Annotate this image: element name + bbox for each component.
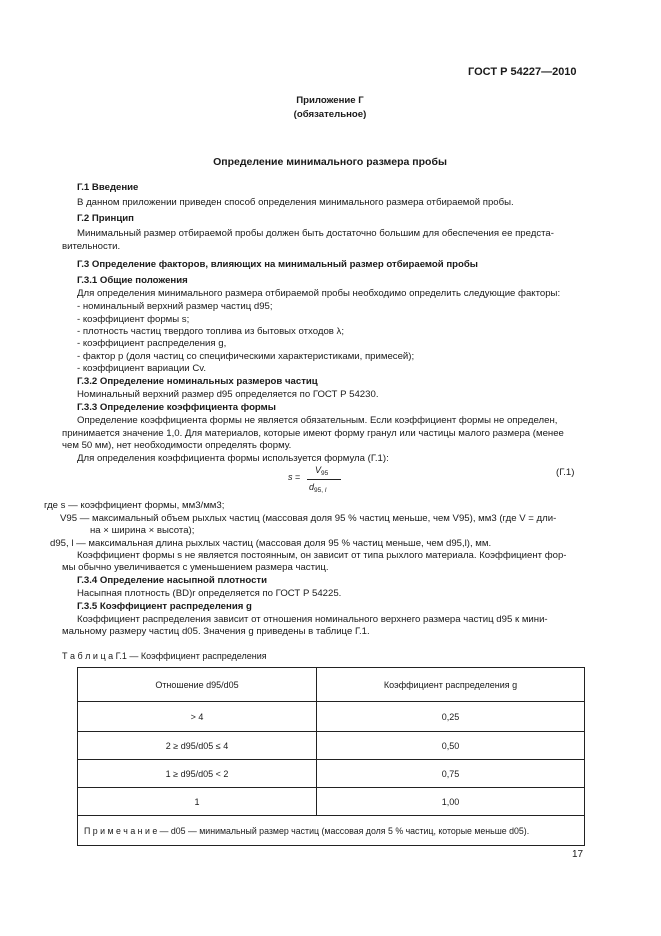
g32-heading: Г.3.2 Определение номинальных размеров частиц (77, 376, 318, 387)
g2-heading: Г.2 Принцип (77, 213, 134, 224)
ratio-cell: > 4 (78, 702, 317, 732)
where-v-line2: на × ширина × высота); (90, 525, 195, 536)
list-item: - плотность частиц твердого топлива из бытовых отходов λ; (77, 326, 345, 337)
g3-heading: Г.3 Определение факторов, влияющих на минимальный размер отбираемой пробы (77, 259, 478, 270)
list-item: - коэффициент вариации Cv. (77, 363, 206, 374)
g2-text-1: Минимальный размер отбираемой пробы должен быть достаточно большим для обеспечения ее предста- (77, 228, 554, 239)
list-item: - номинальный верхний размер частиц d95; (77, 301, 273, 312)
g34-text: Насыпная плотность (BD)r определяется по ГОСТ Р 54225. (77, 588, 342, 599)
where-s: где s — коэффициент формы, мм3/мм3; (44, 500, 225, 511)
g1-heading: Г.1 Введение (77, 182, 139, 193)
doc-id: ГОСТ Р 54227—2010 (468, 66, 577, 78)
distribution-table (77, 667, 585, 846)
g33-p3-line1: Коэффициент формы s не является постоянным, он зависит от типа рыхлого материала. Коэффициент фор- (77, 550, 567, 561)
g35-heading: Г.3.5 Коэффициент распределения g (77, 601, 252, 612)
table-caption: Т а б л и ц а Г.1 — Коэффициент распределения (62, 651, 267, 661)
g-cell: 1,00 (317, 788, 585, 816)
g31-heading: Г.3.1 Общие положения (77, 275, 188, 286)
g35-line1: Коэффициент распределения зависит от отношения номинального верхнего размера частиц d95 к мини- (77, 614, 548, 625)
g31-text: Для определения минимального размера отбираемой пробы необходимо определить следующие факторы: (77, 288, 561, 299)
g-cell: 0,50 (317, 732, 585, 760)
ratio-cell: 1 ≥ d95/d05 < 2 (78, 760, 317, 788)
g33-p1-line1: Определение коэффициента формы не является обязательным. Если коэффициент формы не определен, (77, 415, 558, 426)
where-d: d95, l — максимальная длина рыхлых частиц (массовая доля 95 % частиц меньше, чем d95,l), мм. (50, 538, 492, 549)
g34-heading: Г.3.4 Определение насыпной плотности (77, 575, 267, 586)
g33-p2: Для определения коэффициента формы используется формула (Г.1): (77, 453, 389, 464)
g33-heading: Г.3.3 Определение коэффициента формы (77, 402, 276, 413)
ratio-cell: 2 ≥ d95/d05 ≤ 4 (78, 732, 317, 760)
list-item: - фактор p (доля частиц со специфическими характеристиками, примесей); (77, 351, 415, 362)
list-item: - коэффициент распределения g, (77, 338, 227, 349)
g-cell: 0,75 (317, 760, 585, 788)
col-header-g: Коэффициент распределения g (317, 668, 585, 702)
g-cell: 0,25 (317, 702, 585, 732)
g1-text: В данном приложении приведен способ определения минимального размера отбираемой пробы. (77, 197, 514, 208)
list-item: - коэффициент формы s; (77, 314, 190, 325)
table-row (78, 760, 585, 788)
g32-text: Номинальный верхний размер d95 определяется по ГОСТ Р 54230. (77, 389, 379, 400)
formula-number: (Г.1) (556, 467, 575, 478)
table-row (78, 788, 585, 816)
main-title: Определение минимального размера пробы (213, 156, 447, 168)
appendix-title: Приложение Г (296, 95, 364, 106)
table-row (78, 702, 585, 732)
where-v-line1: V95 — максимальный объем рыхлых частиц (массовая доля 95 % частиц меньше, чем V95), мм3 (где V = дли- (60, 513, 557, 524)
g2-text-2: вительности. (62, 241, 121, 252)
col-header-ratio: Отношение d95/d05 (78, 668, 317, 702)
table-header-row (78, 668, 585, 702)
g33-p1-line3: чем 50 мм), нет необходимости определять форму. (62, 440, 292, 451)
g33-p1-line2: принимается значение 1,0. Для материалов, которые имеют форму гранул или частицы малого размера (менее (62, 428, 564, 439)
g35-line2: мальному размеру частиц d05. Значения g приведены в таблице Г.1. (62, 626, 370, 637)
ratio-cell: 1 (78, 788, 317, 816)
g33-p3-line2: мы обычно увеличивается с уменьшением размера частиц. (62, 562, 329, 573)
table-note: П р и м е ч а н и е — d05 — минимальный размер частиц (массовая доля 5 % частиц, которые меньше d05). (78, 816, 585, 846)
appendix-status: (обязательное) (293, 109, 367, 120)
table-note-row (78, 816, 585, 846)
table-row (78, 732, 585, 760)
page-number: 17 (572, 849, 584, 860)
